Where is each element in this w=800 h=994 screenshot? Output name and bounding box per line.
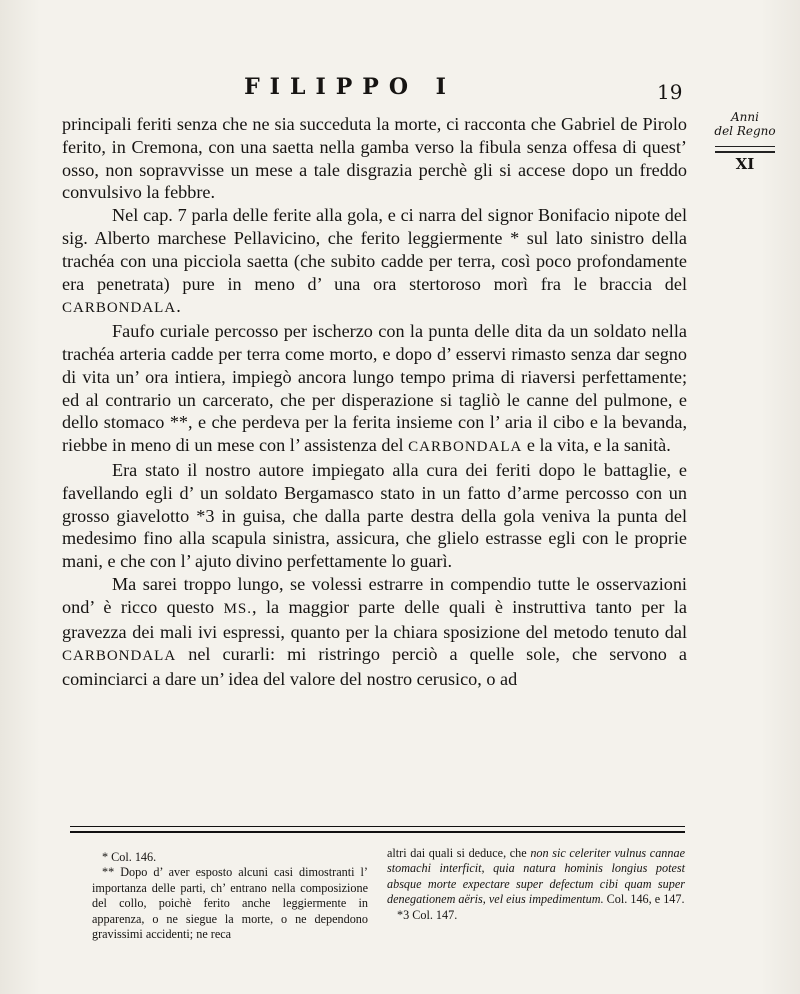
margin-note — [700, 110, 790, 171]
paragraph-5-mid: , la maggior parte delle quali è instruttiva tanto per la gravezza dei mali ivi espressi, quanto per la chiara sposizione del metodo tenuto dal — [62, 596, 688, 642]
margin-note-rule — [715, 146, 775, 153]
paragraph-3 — [62, 320, 687, 459]
paragraph-5 — [62, 573, 687, 691]
footnote-2-cite: Col. 146, e 147. — [606, 892, 685, 907]
footnote-2-continued — [387, 846, 685, 908]
paragraph-4: Era stato il nostro autore impiegato alla cura dei feriti dopo le battaglie, e favellando egli d’ un soldato Bergamasco stato in un fatto d’arme percosso con un grosso giavelotto *3 in guisa, che dalla parte destra della gola veniva la punta del medesimo fino alla scapula sinistra, assicura, che glielo estrasse egli con le proprie mani, e che con l’ ajuto divino perfettamente lo guarì. — [62, 459, 687, 572]
author-name: CARBONDALA — [62, 648, 177, 665]
paragraph-2 — [62, 204, 687, 320]
footnote-1: * Col. 146. — [102, 850, 157, 864]
paragraph-2-end: . — [176, 296, 181, 317]
paragraph-2-text: Nel cap. 7 parla delle ferite alla gola, e ci narra del signor Bonifacio nipote del sig. Alberto marchese Pellavicino, che ferito leggiermente * sul lato sinistro della trachéa con una picciola saetta (che subito cadde per terra, così poco profondamente era penetrata) pure in meno d’ una ora stertoroso morì fra le braccia del — [62, 205, 687, 294]
footnote-3: *3 Col. 147. — [397, 907, 458, 922]
manuscript-abbrev: MS. — [223, 600, 252, 617]
footnote-rule — [70, 826, 685, 833]
author-name: CARBONDALA — [408, 439, 523, 456]
paragraph-5-text: Ma sarei troppo lungo, se volessi estrarre in compendio tutte le osservazioni ond’ è ricco questo — [62, 573, 687, 617]
paragraph-5-end: nel curarli: mi ristringo perciò a quelle sole, che servono a cominciarci a dare un’ idea del valore del nostro cerusico, o ad — [62, 644, 687, 690]
running-title: FILIPPO I — [244, 74, 456, 100]
margin-note-numeral: XI — [735, 155, 755, 173]
footnote-2-cont-text: altri dai quali si deduce, che — [387, 846, 527, 860]
paragraph-1: principali feriti senza che ne sia succeduta la morte, ci racconta che Gabriel de Pirolo ferito, in Cremona, con una saetta nella gamba verso la fibula senza offesa di quest’ osso, non sopravvisse un mese a tale disgrazia perchè gli si accese dopo un freddo convulsivo la febbre. — [62, 114, 687, 203]
latin-quote: non sic celeriter vulnus cannae stomachi interficit, quia natura hominis longius potest absque morte expectare super defectum cibi quam super denegationem aëris, vel eius impedimentum. — [387, 846, 685, 907]
main-text — [62, 113, 687, 691]
footnotes-right-column — [387, 846, 685, 923]
paragraph-3-text: Faufo curiale percosso per ischerzo con la punta delle dita da un soldato nella trachéa arteria cadde per terra come morto, e dopo d’ esservi rimasto senza dar segno di vita un’ ora intiera, impiegò ancora lungo tempo prima di riaversi perfettamente; ed al contrario un carcerato, che per disperazione si tagliò le canne del pulmone, e dello stomaco **, e che perdeva per la ferita insieme con l’ aria il cibo e la bevanda, riebbe in meno di un mese con l’ assistenza del — [62, 321, 687, 456]
margin-note-line1: Anni — [731, 110, 759, 124]
margin-note-line2: del Regno — [714, 124, 776, 138]
author-name: CARBONDALA — [62, 300, 177, 317]
paragraph-3-end: e la vita, e la sanità. — [526, 435, 671, 456]
footnote-2: ** Dopo d’ aver esposto alcuni casi dimostranti l’ importanza delle parti, ch’ entrano nella composizione del collo, poichè ferito anche leggiermente in apparenza, o ne siegue la morte, o ne dependono gravissimi accidenti; ne reca — [92, 865, 368, 942]
footnotes-left-column — [92, 850, 368, 942]
page-number: 19 — [657, 80, 683, 104]
